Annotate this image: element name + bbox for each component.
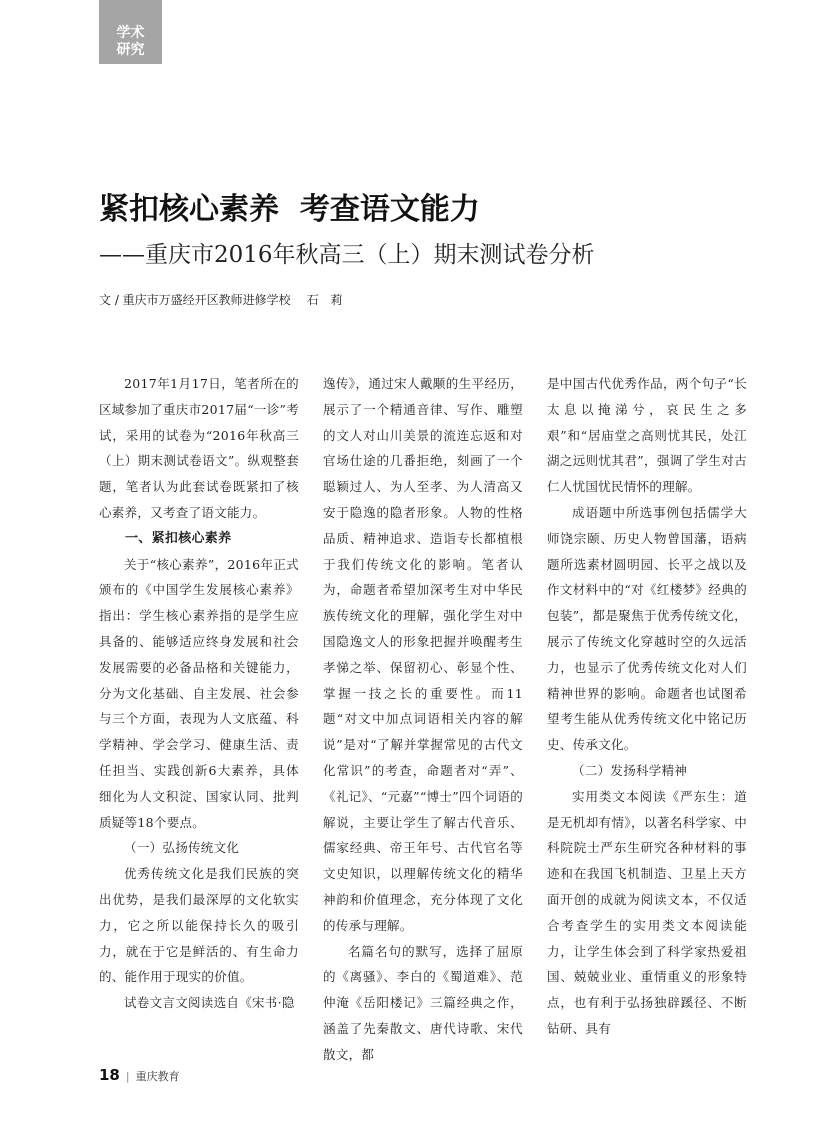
- text-column-3: [547, 371, 747, 1042]
- paragraph: 成语题中所选事例包括儒学大师饶宗颐、历史人物曾国藩，语病题所选素材圆明园、长平之战以及作文材料中的“对《红楼梦》经典的包装”，都是聚焦于优秀传统文化，展示了传统文化穿越时空的久远活力，也显示了优秀传统文化对人们精神世界的影响。命题者也试图希望考生能从优秀传统文化中铭记历史、传承文化。: [547, 504, 747, 753]
- paragraph: 是中国古代优秀作品，两个句子“长太息以掩涕兮，哀民生之多艰”和“居庙堂之高则忧其民，处江湖之远则忧其君”，强调了学生对古仁人忧国忧民情怀的理解。: [547, 376, 747, 495]
- section-tab: [99, 0, 162, 64]
- paragraph: 试卷文言文阅读选自《宋书·隐: [124, 995, 295, 1011]
- paragraph: 优秀传统文化是我们民族的突出优势，是我们最深厚的文化软实力，它之所以能保持长久的吸引力，就在于它是鲜活的、有生命力的、能作用于现实的价值。: [99, 866, 299, 985]
- section-heading: 一、紧扣核心素养: [125, 530, 232, 546]
- article-subtitle: ——重庆市2016年秋高三（上）期末测试卷分析: [99, 242, 595, 268]
- paragraph: 关于“核心素养”，2016年正式颁布的《中国学生发展核心素养》指出：学生核心素养指的是学生应具备的、能够适应终身发展和社会发展需要的必备品格和关键能力，分为文化基础、自主发展、社会参与三个方面，表现为人文底蕴、科学精神、学会学习、健康生活、责任担当、实践创新6大素养，具体细化为人文积淀、国家认同、批判质疑等18个要点。: [99, 556, 299, 830]
- author-name: 石 莉: [306, 293, 347, 307]
- paragraph: 2017年1月17日，笔者所在的区域参加了重庆市2017届“一诊”考试，采用的试卷为“2016年秋高三（上）期末测试卷语文”。纵观整套题，笔者认为此套试卷既紧扣了核心素养，又考查了语文能力。: [99, 376, 299, 520]
- footer-separator: |: [125, 1070, 130, 1083]
- section-tab-line2: 研究: [116, 42, 145, 58]
- text-column-2: [323, 371, 523, 1068]
- page-footer: [99, 1066, 180, 1084]
- journal-name: 重庆教育: [135, 1070, 180, 1083]
- article-title: 紧扣核心素养 考查语文能力: [99, 192, 480, 227]
- text-column-1: [99, 371, 299, 1016]
- paragraph: 逸传》，通过宋人戴颙的生平经历，展示了一个精通音律、写作、雕塑的文人对山川美景的流连忘返和对官场仕途的几番拒绝，刻画了一个聪颖过人、为人至孝、为人清高又安于隐逸的隐者形象。人物的性格品质、精神追求、造诣专长都植根于我们传统文化的影响。笔者认为，命题者希望加深考生对中华民族传统文化的理解，强化学生对中国隐逸文人的形象把握并唤醒考生孝悌之举、保留初心、彰显个性、掌握一技之长的重要性。而11题“对文中加点词语相关内容的解说”是对“了解并掌握常见的古代文化常识”的考查，命题者对“弄”、《礼记》、“元嘉”“博士”四个词语的解说，主要让学生了解古代音乐、儒家经典、帝王年号、古代官名等文史知识，以理解传统文化的精华神韵和价值理念，充分体现了文化的传承与理解。: [323, 376, 523, 933]
- byline: [99, 290, 347, 310]
- byline-affiliation: 文 / 重庆市万盛经开区教师进修学校: [99, 293, 291, 307]
- subsection-heading: （一）弘扬传统文化: [124, 840, 240, 856]
- section-tab-line1: 学术: [116, 25, 145, 41]
- paragraph: 实用类文本阅读《严东生：道是无机却有情》，以著名科学家、中科院院士严东生研究各种材料的事迹和在我国飞机制造、卫星上天方面开创的成就为阅读文本，不仅适合考查学生的实用类文本阅读能力，让学生体会到了科学家热爱祖国、兢兢业业、重情重义的形象特点，也有利于弘扬独辟蹊径、不断钻研、具有: [547, 788, 747, 1036]
- paragraph: 名篇名句的默写，选择了屈原的《离骚》、李白的《蜀道难》、范仲淹《岳阳楼记》三篇经典之作，涵盖了先秦散文、唐代诗歌、宋代散文，都: [323, 943, 523, 1062]
- subsection-heading: （二）发扬科学精神: [572, 762, 688, 778]
- page-number: 18: [99, 1066, 120, 1084]
